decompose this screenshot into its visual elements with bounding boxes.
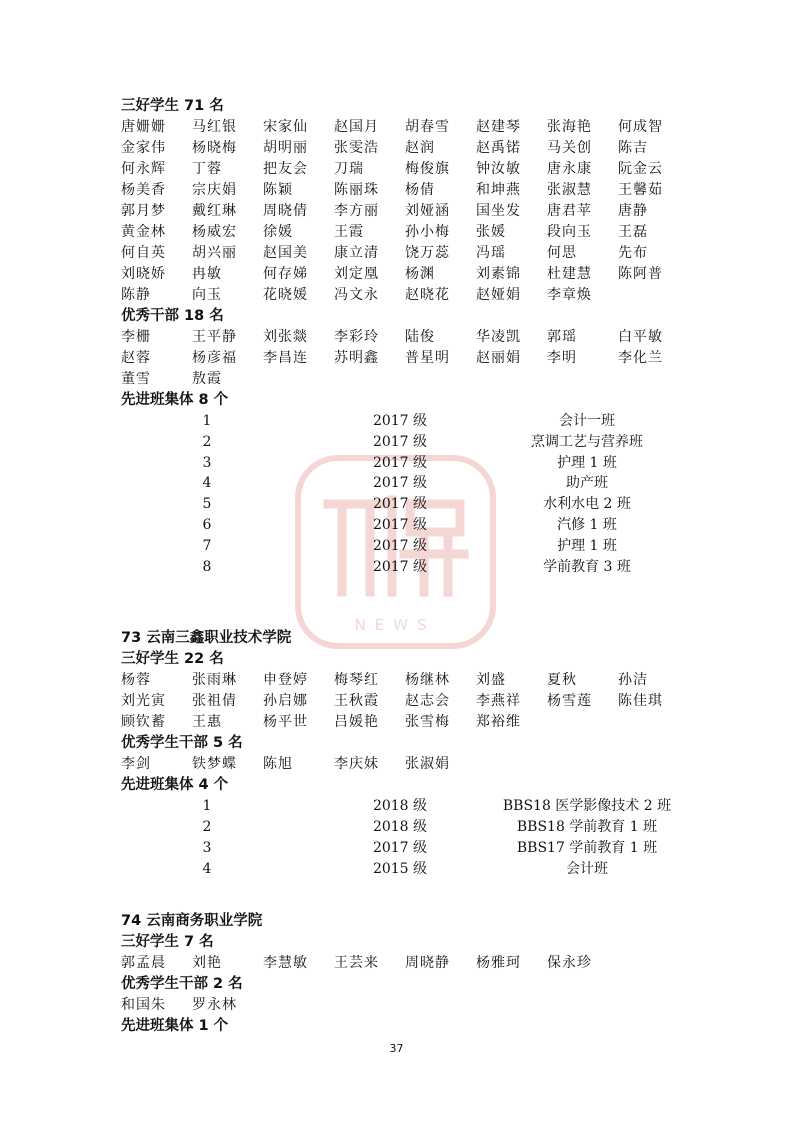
class-name: 会计班 [566, 860, 608, 877]
person-name: 刘光寅 [121, 693, 166, 710]
person-name: 黄金林 [121, 224, 166, 240]
person-name: 钟汝敏 [476, 161, 521, 177]
person-name: 郭孟晨 [121, 954, 166, 971]
class-name: BBS17 学前教育 1 班 [516, 839, 658, 856]
class-number: 3 [202, 454, 212, 471]
class-number: 6 [202, 516, 212, 533]
person-name: 李慧敏 [263, 954, 308, 971]
person-name: 先布 [618, 245, 648, 261]
person-name: 杨美香 [121, 182, 166, 198]
classes-heading: 先进班集体 8 个 [121, 392, 229, 408]
person-name: 杨彦福 [192, 350, 237, 366]
class-row [121, 411, 701, 432]
class-number: 1 [202, 413, 212, 429]
person-name: 宗庆娟 [192, 182, 237, 198]
person-name: 马红银 [192, 119, 237, 135]
class-row [121, 859, 701, 880]
person-name: 苏明鑫 [334, 350, 379, 366]
class-year: 2017 级 [372, 537, 428, 554]
person-name: 吕媛艳 [334, 714, 379, 731]
person-name: 刘素锦 [476, 266, 521, 282]
class-row [121, 557, 701, 578]
person-name: 杜建慧 [547, 266, 592, 282]
class-name: 学前教育 3 班 [543, 558, 631, 575]
school-title: 74 云南商务职业学院 [121, 912, 263, 929]
watermark-text: NEWS [354, 616, 436, 634]
person-name: 杨倩 [405, 182, 435, 198]
person-name: 张淑慧 [547, 182, 592, 198]
person-name: 王秋霞 [334, 693, 379, 710]
person-name: 何成智 [618, 119, 663, 135]
person-name: 杨晓梅 [192, 140, 237, 156]
person-name: 陈静 [121, 287, 151, 303]
person-name: 李章焕 [547, 287, 592, 303]
person-name: 张雪梅 [405, 714, 450, 731]
person-name: 康立清 [334, 245, 379, 261]
person-name: 李彩玲 [334, 329, 379, 345]
person-name: 郭月梦 [121, 203, 166, 219]
person-name: 赵禹锘 [476, 140, 521, 156]
person-name: 铁梦蝶 [192, 756, 237, 773]
person-name: 胡明丽 [263, 140, 308, 156]
classes-table [121, 796, 701, 879]
person-name: 陈佳琪 [618, 693, 663, 710]
person-name: 刘晓娇 [121, 266, 166, 282]
person-name: 刀瑞 [334, 161, 364, 177]
class-number: 5 [202, 496, 212, 513]
class-number: 1 [202, 798, 212, 815]
person-name: 李明 [547, 350, 577, 366]
person-name: 张祖倩 [192, 693, 237, 710]
class-name: 护理 1 班 [557, 537, 617, 554]
person-name: 杨渊 [405, 266, 435, 282]
person-name: 杨蓉 [121, 672, 151, 689]
person-name: 董雪 [121, 371, 151, 387]
person-name: 陆俊 [405, 329, 435, 345]
person-name: 胡兴丽 [192, 245, 237, 261]
good-students-list [121, 953, 701, 974]
class-name: 汽修 1 班 [557, 516, 617, 533]
good-students-list [121, 670, 701, 733]
person-name: 申登婷 [263, 672, 308, 689]
cadres-list [121, 754, 701, 775]
class-row [121, 838, 701, 859]
class-year: 2015 级 [372, 860, 428, 877]
person-name: 陈阿普 [618, 266, 663, 282]
person-name: 张淑娟 [405, 756, 450, 773]
person-name: 赵建琴 [476, 119, 521, 135]
class-year: 2017 级 [372, 839, 428, 856]
person-name: 罗永林 [192, 996, 237, 1013]
person-name: 赵丽娟 [476, 350, 521, 366]
person-name: 王霞 [334, 224, 364, 240]
class-name: 护理 1 班 [557, 454, 617, 471]
person-name: 段向玉 [547, 224, 592, 240]
class-row [121, 494, 701, 515]
good-students-heading: 三好学生 71 名 [121, 98, 224, 114]
person-name: 赵蓉 [121, 350, 151, 366]
person-name: 何存娣 [263, 266, 308, 282]
person-name: 李化兰 [618, 350, 663, 366]
class-row [121, 453, 701, 474]
person-name: 冯文永 [334, 287, 379, 303]
person-name: 陈旭 [263, 756, 293, 773]
person-name: 陈吉 [618, 140, 648, 156]
class-row [121, 432, 701, 453]
person-name: 郭瑶 [547, 329, 577, 345]
class-year: 2018 级 [372, 798, 428, 815]
class-row [121, 817, 701, 838]
person-name: 梅琴红 [334, 672, 379, 689]
class-year: 2018 级 [372, 819, 428, 836]
good-students-heading: 三好学生 22 名 [121, 651, 224, 668]
person-name: 和坤燕 [476, 182, 521, 198]
person-name: 王馨茹 [618, 182, 663, 198]
class-name: BBS18 医学影像技术 2 班 [502, 798, 672, 815]
person-name: 何自英 [121, 245, 166, 261]
person-name: 李昌连 [263, 350, 308, 366]
person-name: 何思 [547, 245, 577, 261]
person-name: 普星明 [405, 350, 450, 366]
person-name: 张雨琳 [192, 672, 237, 689]
person-name: 丁蓉 [192, 161, 222, 177]
person-name: 戴红琳 [192, 203, 237, 219]
person-name: 胡春雪 [405, 119, 450, 135]
page-number: 37 [389, 1042, 404, 1055]
person-name: 张雯浩 [334, 140, 379, 156]
person-name: 冯瑶 [476, 245, 506, 261]
person-name: 张媛 [476, 224, 506, 240]
classes-table [121, 411, 701, 577]
class-number: 2 [202, 433, 212, 450]
class-number: 4 [202, 860, 212, 877]
class-row [121, 473, 701, 494]
person-name: 李剑 [121, 756, 151, 773]
person-name: 赵娅娟 [476, 287, 521, 303]
classes-heading: 先进班集体 1 个 [121, 1017, 229, 1034]
content [121, 96, 701, 1037]
person-name: 李燕祥 [476, 693, 521, 710]
person-name: 冉敏 [192, 266, 222, 282]
person-name: 孙启娜 [263, 693, 308, 710]
person-name: 饶万蕊 [405, 245, 450, 261]
cadres-heading: 优秀学生干部 5 名 [121, 735, 243, 752]
class-number: 7 [202, 537, 212, 554]
person-name: 唐君苹 [547, 203, 592, 219]
class-year: 2017 级 [372, 475, 428, 492]
person-name: 杨雅珂 [476, 954, 521, 971]
person-name: 李栅 [121, 329, 151, 345]
person-name: 刘艳 [192, 954, 222, 971]
person-name: 周晓倩 [263, 203, 308, 219]
class-row [121, 796, 701, 817]
person-name: 刘娅涵 [405, 203, 450, 219]
person-name: 和国朱 [121, 996, 166, 1013]
person-name: 刘定凰 [334, 266, 379, 282]
person-name: 保永珍 [547, 954, 592, 971]
person-name: 宋家仙 [263, 119, 308, 135]
person-name: 敖霞 [192, 371, 222, 387]
person-name: 赵晓花 [405, 287, 450, 303]
cadres-list [121, 995, 701, 1016]
class-name: 助产班 [566, 475, 608, 492]
person-name: 刘盛 [476, 672, 506, 689]
person-name: 张海艳 [547, 119, 592, 135]
person-name: 华凌凯 [476, 329, 521, 345]
class-row [121, 536, 701, 557]
person-name: 杨平世 [263, 714, 308, 731]
person-name: 马关创 [547, 140, 592, 156]
good-students-list [121, 117, 701, 306]
person-name: 国坐发 [476, 203, 521, 219]
class-number: 2 [202, 819, 212, 836]
person-name: 陈丽珠 [334, 182, 379, 198]
person-name: 把友会 [263, 161, 308, 177]
person-name: 刘张燚 [263, 329, 308, 345]
person-name: 徐媛 [263, 224, 293, 240]
person-name: 王磊 [618, 224, 648, 240]
class-year: 2017 级 [372, 558, 428, 575]
class-row [121, 515, 701, 536]
person-name: 夏秋 [547, 672, 577, 689]
good-students-heading: 三好学生 7 名 [121, 933, 214, 950]
person-name: 唐姗姗 [121, 119, 166, 135]
class-number: 3 [202, 839, 212, 856]
classes-heading: 先进班集体 4 个 [121, 777, 229, 794]
person-name: 李方丽 [334, 203, 379, 219]
person-name: 孙小梅 [405, 224, 450, 240]
cadres-heading: 优秀学生干部 2 名 [121, 975, 243, 992]
person-name: 王平静 [192, 329, 237, 345]
cadres-heading: 优秀干部 18 名 [121, 308, 224, 324]
person-name: 李庆妹 [334, 756, 379, 773]
person-name: 白平敏 [618, 329, 663, 345]
class-name: 烹调工艺与营养班 [531, 433, 643, 450]
person-name: 阮金云 [618, 161, 663, 177]
person-name: 唐永康 [547, 161, 592, 177]
person-name: 顾钦蓄 [121, 714, 166, 731]
person-name: 周晓静 [405, 954, 450, 971]
person-name: 杨继林 [405, 672, 450, 689]
class-name: BBS18 学前教育 1 班 [516, 819, 658, 836]
school-title: 73 云南三鑫职业技术学院 [121, 630, 292, 647]
person-name: 赵润 [405, 140, 435, 156]
class-year: 2017 级 [372, 433, 428, 450]
class-name: 水利水电 2 班 [543, 496, 631, 513]
cadres-list [121, 327, 701, 390]
person-name: 花晓媛 [263, 287, 308, 303]
person-name: 赵国美 [263, 245, 308, 261]
person-name: 杨威宏 [192, 224, 237, 240]
class-year: 2017 级 [372, 454, 428, 471]
person-name: 何永辉 [121, 161, 166, 177]
person-name: 唐静 [618, 203, 648, 219]
person-name: 金家伟 [121, 140, 166, 156]
person-name: 赵志会 [405, 693, 450, 710]
class-number: 4 [202, 475, 212, 492]
class-name: 会计一班 [559, 413, 615, 429]
person-name: 杨雪莲 [547, 693, 592, 710]
person-name: 梅俊旗 [405, 161, 450, 177]
person-name: 赵国月 [334, 119, 379, 135]
person-name: 陈颖 [263, 182, 293, 198]
person-name: 王芸来 [334, 954, 379, 971]
class-number: 8 [202, 558, 212, 575]
class-year: 2017 级 [372, 496, 428, 513]
person-name: 王惠 [192, 714, 222, 731]
person-name: 孙洁 [618, 672, 648, 689]
class-year: 2017 级 [372, 516, 428, 533]
person-name: 郑裕维 [476, 714, 521, 731]
person-name: 向玉 [192, 287, 222, 303]
class-year: 2017 级 [372, 413, 428, 429]
